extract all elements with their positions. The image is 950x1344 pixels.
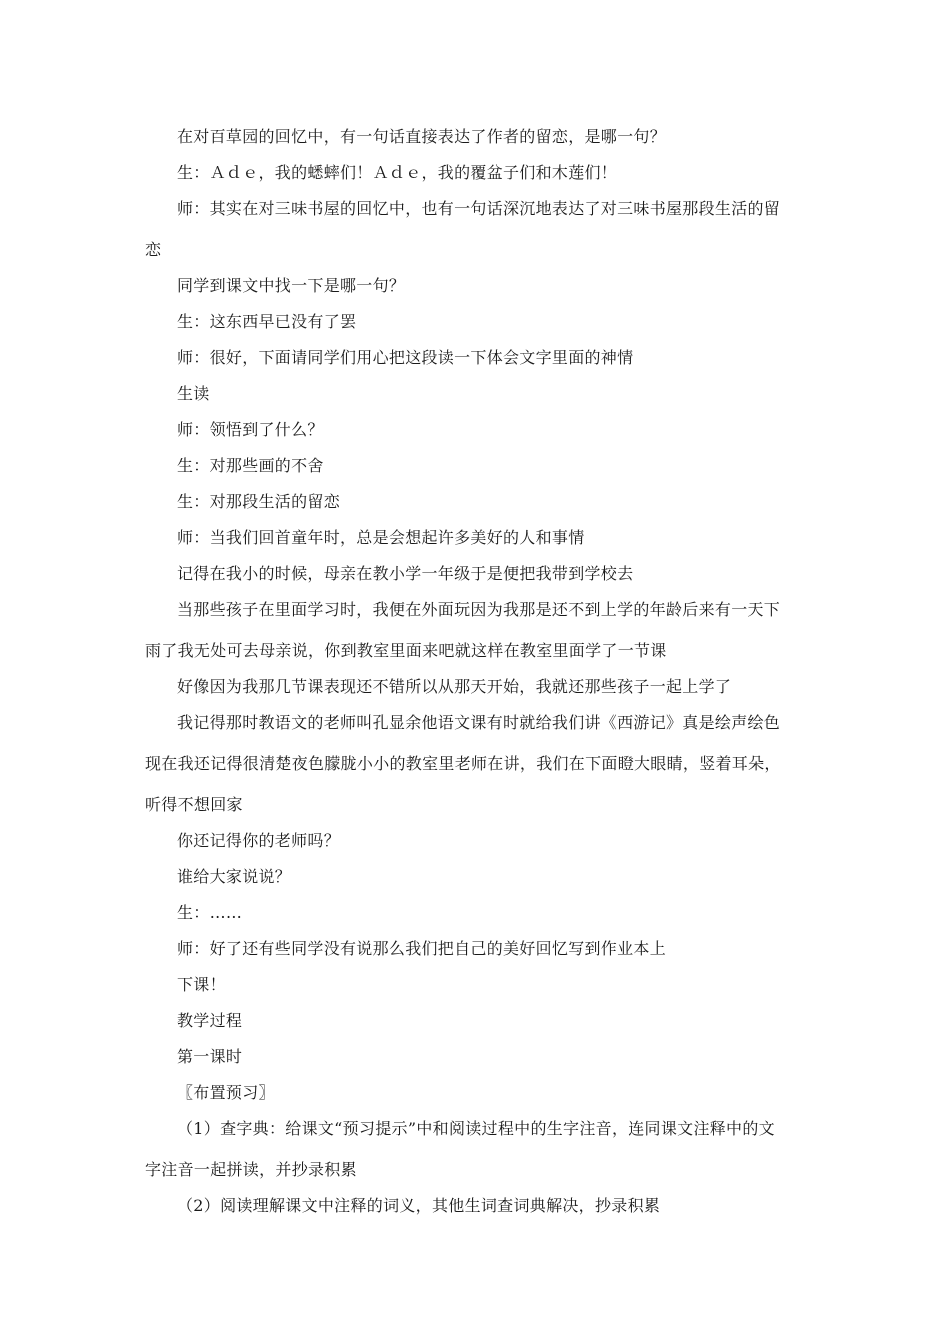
list-item: （1）查字典：给课文“预习提示”中和阅读过程中的生字注音，连同课文注释中的文	[177, 1119, 775, 1138]
paragraph-line: 生：这东西早已没有了罢	[177, 312, 357, 331]
paragraph-line: 好像因为我那几节课表现还不错所以从那天开始，我就还那些孩子一起上学了	[177, 677, 732, 696]
paragraph-line: 师：很好，下面请同学们用心把这段读一下体会文字里面的神情	[177, 348, 634, 367]
paragraph-line: 生：对那些画的不舍	[177, 456, 324, 475]
paragraph-line: 现在我还记得很清楚夜色朦胧小小的教室里老师在讲，我们在下面瞪大眼睛，竖着耳朵，	[145, 754, 781, 773]
paragraph-line: 当那些孩子在里面学习时，我便在外面玩因为我那是还不到上学的年龄后来有一天下	[177, 600, 781, 619]
paragraph-line: 雨了我无处可去母亲说，你到教室里面来吧就这样在教室里面学了一节课	[145, 641, 667, 660]
section-heading: 教学过程	[177, 1011, 243, 1030]
paragraph-line: 师：当我们回首童年时，总是会想起许多美好的人和事情	[177, 528, 585, 547]
paragraph-line: 我记得那时教语文的老师叫孔显余他语文课有时就给我们讲《西游记》真是绘声绘色	[177, 713, 781, 732]
section-heading: 〖布置预习〗	[177, 1083, 275, 1102]
paragraph-line: 听得不想回家	[145, 795, 243, 814]
paragraph-line: 师：领悟到了什么？	[177, 420, 324, 439]
paragraph-line: 师：好了还有些同学没有说那么我们把自己的美好回忆写到作业本上	[177, 939, 667, 958]
paragraph-line: 同学到课文中找一下是哪一句？	[177, 276, 406, 295]
paragraph-line: 生：Ａｄｅ，我的蟋蟀们！Ａｄｅ，我的覆盆子们和木莲们！	[177, 163, 618, 182]
paragraph-line: 记得在我小的时候，母亲在教小学一年级于是便把我带到学校去	[177, 564, 634, 583]
paragraph-line: 在对百草园的回忆中，有一句话直接表达了作者的留恋，是哪一句？	[177, 127, 667, 146]
paragraph-line: 恋	[145, 240, 162, 259]
list-item-continuation: 字注音一起拼读，并抄录积累	[145, 1160, 357, 1179]
list-item: （2）阅读理解课文中注释的词义，其他生词查词典解决，抄录积累	[177, 1196, 661, 1215]
paragraph-line: 下课！	[177, 975, 226, 994]
paragraph-line: 师：其实在对三味书屋的回忆中，也有一句话深沉地表达了对三味书屋那段生活的留	[177, 199, 781, 218]
paragraph-line: 生读	[177, 384, 210, 403]
paragraph-line: 谁给大家说说？	[177, 867, 292, 886]
paragraph-line: 生：……	[177, 903, 243, 922]
paragraph-line: 你还记得你的老师吗？	[177, 831, 341, 850]
paragraph-line: 生：对那段生活的留恋	[177, 492, 341, 511]
section-heading: 第一课时	[177, 1047, 243, 1066]
